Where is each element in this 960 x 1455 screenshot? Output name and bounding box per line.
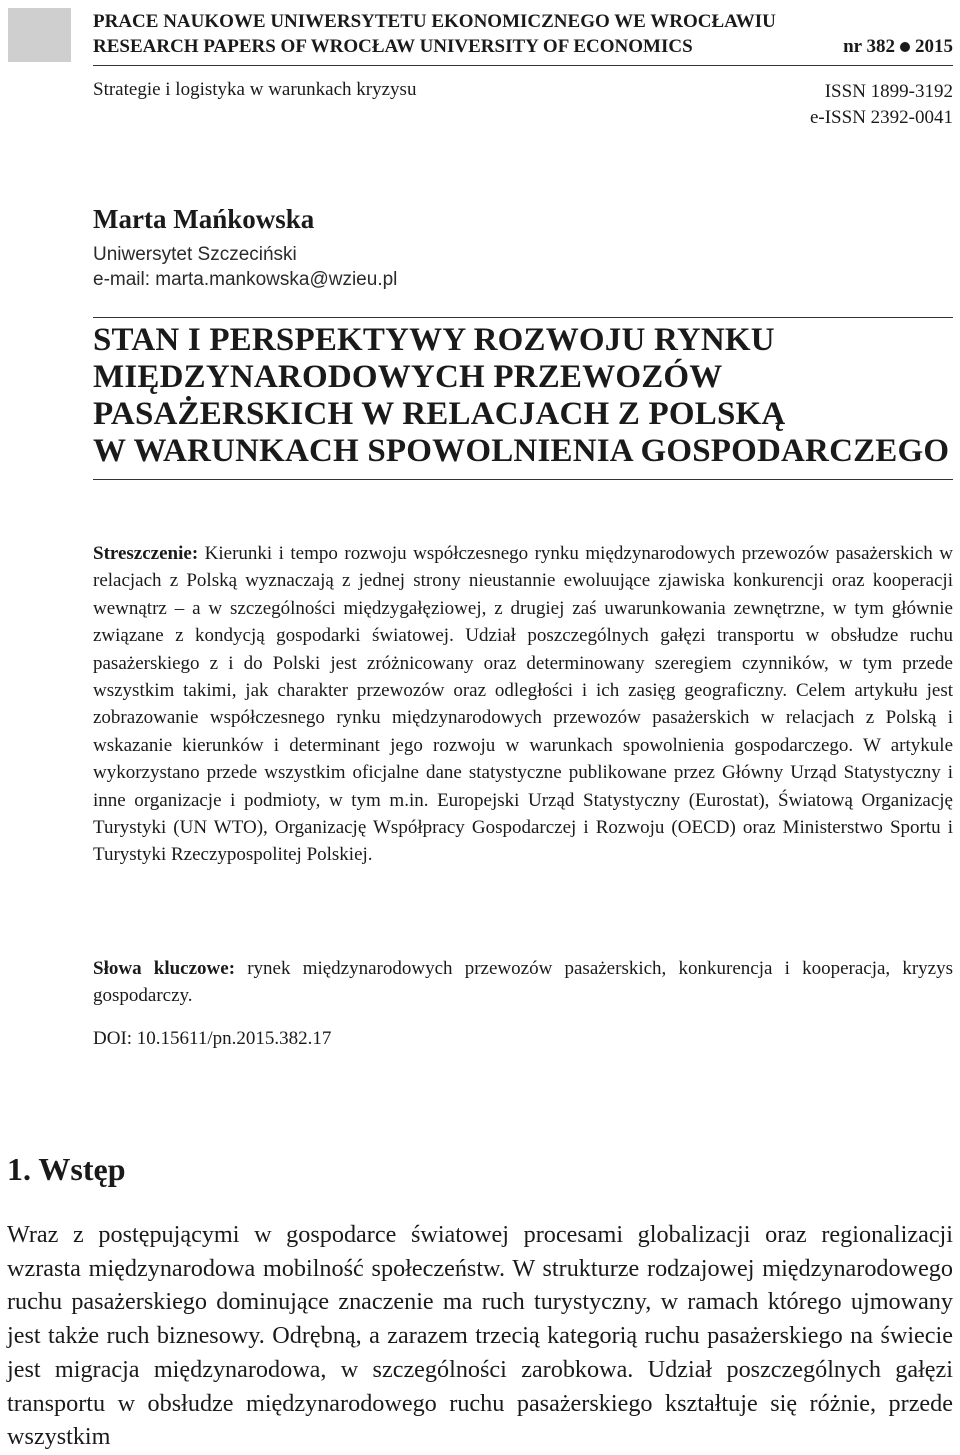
series-title-en-row <box>93 35 953 59</box>
abstract-label: Streszczenie: <box>93 543 199 564</box>
author-affiliation: Uniwersytet Szczeciński <box>93 244 297 265</box>
header-gray-square <box>8 8 71 62</box>
issn-block <box>810 79 953 131</box>
section-heading: 1. Wstęp <box>7 1151 126 1187</box>
author-email: e-mail: marta.mankowska@wzieu.pl <box>93 269 398 290</box>
section-body-text: Wraz z postępującymi w gospodarce światowej procesami globalizacji oraz regionalizacji wzrasta międzynarodowa mobilność społeczeństw. W strukturze rodzajowej międzynarodowego ruchu pasażerskiego dominujące znaczenie ma ruch turystyczny, w ramach którego ujmowany jest także ruch biznesowy. Odrębną, a zarazem trzecią kategorią ruchu pasażerskiego na świecie jest migracja międzynarodowa, w szczególności zarobkowa. Udział poszczególnych gałęzi transportu w obsłudze międzynarodowego ruchu pasażerskiego kształtuje się różnie, przede wszystkim <box>7 1221 953 1451</box>
doi: DOI: 10.15611/pn.2015.382.17 <box>93 1028 332 1049</box>
article-title-line: STAN I PERSPEKTYWY ROZWOJU RYNKU <box>93 322 775 358</box>
bullet-dot-icon <box>900 42 910 52</box>
title-top-rule <box>93 317 953 318</box>
keywords-text: rynek międzynarodowych przewozów pasażerskich, konkurencja i kooperacja, kryzys gospodarczy. <box>93 958 954 1007</box>
keywords <box>93 955 953 1010</box>
article-title-line: W WARUNKACH SPOWOLNIENIA GOSPODARCZEGO <box>93 433 950 469</box>
issue-title: Strategie i logistyka w warunkach kryzysu <box>93 79 417 100</box>
eissn: e-ISSN 2392-0041 <box>809 107 953 128</box>
article-title-line: MIĘDZYNARODOWYCH PRZEWOZÓW <box>93 359 723 395</box>
series-title-pl: PRACE NAUKOWE UNIWERSYTETU EKONOMICZNEGO WE WROCŁAWIU <box>93 11 776 32</box>
issue-number: nr 382 <box>843 36 895 57</box>
abstract-text: Kierunki i tempo rozwoju współczesnego rynku międzynarodowych przewozów pasażerskich w relacjach z Polską wyznaczają z jednej strony nieustannie ewoluujące zjawiska konkurencji oraz kooperacji wewnątrz – a w szczególności międzygałęziowej, z drugiej zaś uwarunkowania zewnętrzne, w tym głównie związane z kondycją gospodarki światowej. Udział poszczególnych gałęzi transportu w obsłudze ruchu pasażerskiego z i do Polski jest zróżnicowany oraz determinowany szeregiem czynników, w tym przede wszystkim takimi, jak charakter przewozów oraz odległości i ich zasięg geograficzny. Celem artykułu jest zobrazowanie współczesnego rynku międzynarodowych przewozów pasażerskich w relacjach z Polską i wskazanie kierunków i determinant jego rozwoju w warunkach spowolnienia gospodarczego. W artykule wykorzystano przede wszystkim oficjalne dane statystyczne publikowane przez Główny Urząd Statystyczny i inne organizacje i podmioty, w tym m.in. Europejski Urząd Statystyczny (Eurostat), Światową Organizację Turystyki (UN WTO), Organizację Współpracy Gospodarczej i Rozwoju (OECD) oraz Ministerstwo Sportu i Turystyki Rzeczypospolitej Polskiej. <box>93 543 954 866</box>
author-name: Marta Mańkowska <box>93 204 315 234</box>
title-bottom-rule <box>93 479 953 480</box>
series-title-en: RESEARCH PAPERS OF WROCŁAW UNIVERSITY OF ECONOMICS <box>93 36 693 57</box>
abstract <box>93 540 953 869</box>
issue-info <box>843 35 953 59</box>
article-title <box>93 322 949 470</box>
keywords-label: Słowa kluczowe: <box>93 958 236 979</box>
issue-year: 2015 <box>915 36 953 57</box>
header-rule <box>93 65 953 66</box>
article-title-line: PASAŻERSKICH W RELACJACH Z POLSKĄ <box>93 396 786 432</box>
issn: ISSN 1899-3192 <box>824 81 953 102</box>
